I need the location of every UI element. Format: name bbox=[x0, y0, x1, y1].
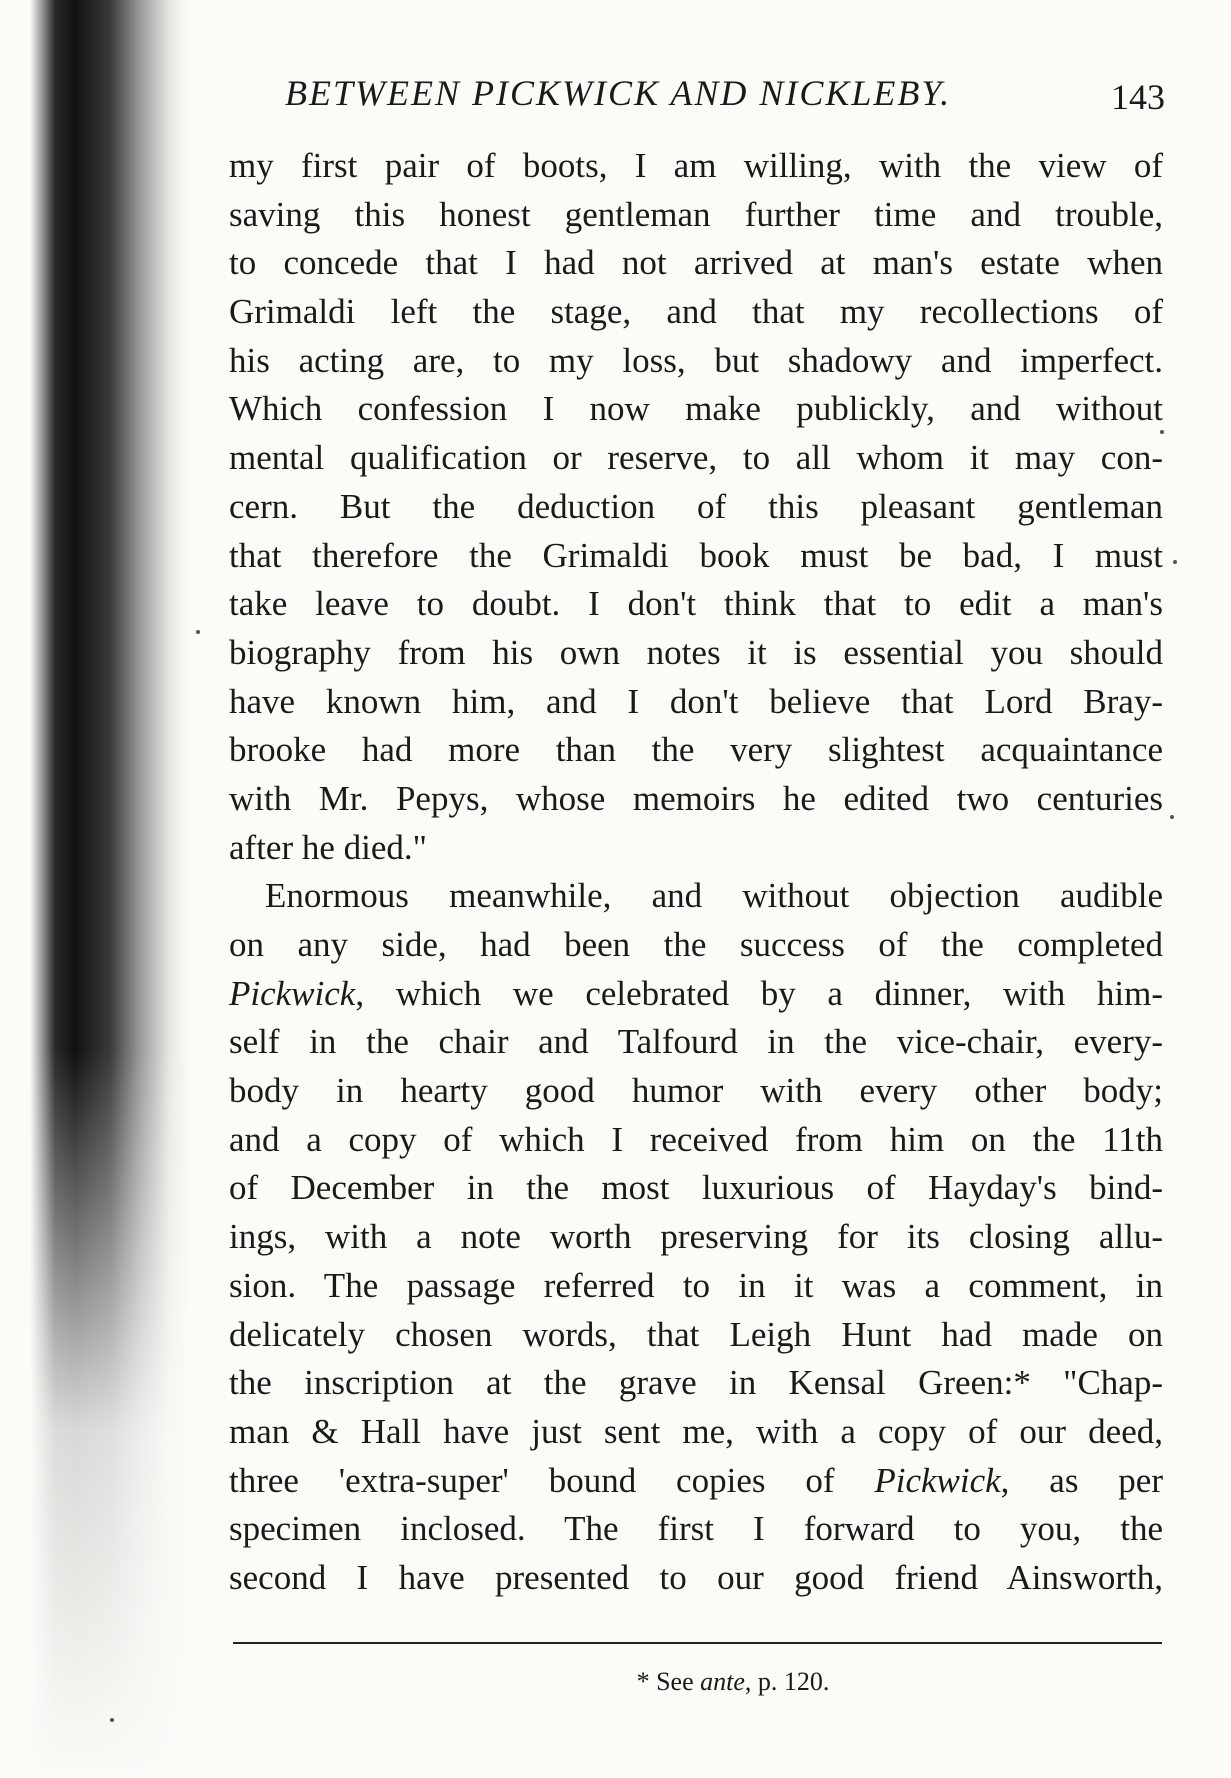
text-line: after he died." bbox=[229, 827, 427, 867]
text-line: brooke had more than the very slightest acquaintance bbox=[229, 730, 1163, 770]
text-line: saving this honest gentleman further time and trouble, bbox=[229, 194, 1163, 234]
text-line: Grimaldi left the stage, and that my recollections of bbox=[229, 292, 1163, 332]
speck-mark bbox=[110, 1718, 114, 1722]
page-header bbox=[285, 72, 1185, 122]
text-line: delicately chosen words, that Leigh Hunt had made on bbox=[229, 1314, 1163, 1354]
body-text bbox=[229, 142, 1163, 1603]
text-line: on any side, had been the success of the completed bbox=[229, 925, 1163, 964]
text-line: Which confession I now make publickly, and without bbox=[229, 389, 1163, 429]
text-line: have known him, and I don't believe that Lord Bray- bbox=[229, 681, 1163, 721]
speck-mark bbox=[1160, 430, 1164, 434]
text-line: body in hearty good humor with every other body; bbox=[229, 1071, 1163, 1111]
page-number: 143 bbox=[1111, 77, 1165, 117]
text-line: that therefore the Grimaldi book must be bad, I must bbox=[229, 535, 1163, 575]
text-line: mental qualification or reserve, to all whom it may con- bbox=[229, 438, 1163, 478]
speck-mark bbox=[196, 630, 200, 634]
text-line: my first pair of boots, I am willing, with the view of bbox=[229, 146, 1163, 185]
text-line: three 'extra-super' bound copies of Pickwick, as per bbox=[229, 1460, 1163, 1500]
text-line: specimen inclosed. The first I forward to you, the bbox=[229, 1509, 1163, 1549]
text-line: his acting are, to my loss, but shadowy and imperfect. bbox=[229, 340, 1163, 380]
footnote: * See ante, p. 120. bbox=[636, 1667, 830, 1696]
text-line: biography from his own notes it is essential you should bbox=[229, 632, 1163, 672]
text-line: to concede that I had not arrived at man's estate when bbox=[229, 243, 1163, 283]
text-line: Pickwick, which we celebrated by a dinner, with him- bbox=[229, 973, 1163, 1013]
text-line: man & Hall have just sent me, with a copy of our deed, bbox=[229, 1411, 1163, 1451]
text-line: Enormous meanwhile, and without objection audible bbox=[265, 876, 1163, 916]
text-line: sion. The passage referred to in it was a comment, in bbox=[229, 1265, 1163, 1305]
speck-mark bbox=[1173, 560, 1177, 564]
text-line: of December in the most luxurious of Hayday's bind- bbox=[229, 1168, 1163, 1208]
text-line: the inscription at the grave in Kensal Green:* "Chap- bbox=[229, 1363, 1163, 1403]
text-line: ings, with a note worth preserving for its closing allu- bbox=[229, 1217, 1163, 1257]
running-head: BETWEEN PICKWICK AND NICKLEBY. bbox=[285, 73, 952, 113]
text-line: self in the chair and Talfourd in the vice-chair, every- bbox=[229, 1022, 1163, 1062]
text-line: second I have presented to our good friend Ainsworth, bbox=[229, 1557, 1163, 1597]
speck-mark bbox=[1170, 815, 1174, 819]
footnote-rule bbox=[233, 1642, 1162, 1644]
text-line: cern. But the deduction of this pleasant gentleman bbox=[229, 486, 1163, 526]
text-line: take leave to doubt. I don't think that to edit a man's bbox=[229, 584, 1163, 624]
text-line: with Mr. Pepys, whose memoirs he edited two centuries bbox=[229, 778, 1163, 818]
text-line: and a copy of which I received from him on the 11th bbox=[229, 1119, 1163, 1159]
